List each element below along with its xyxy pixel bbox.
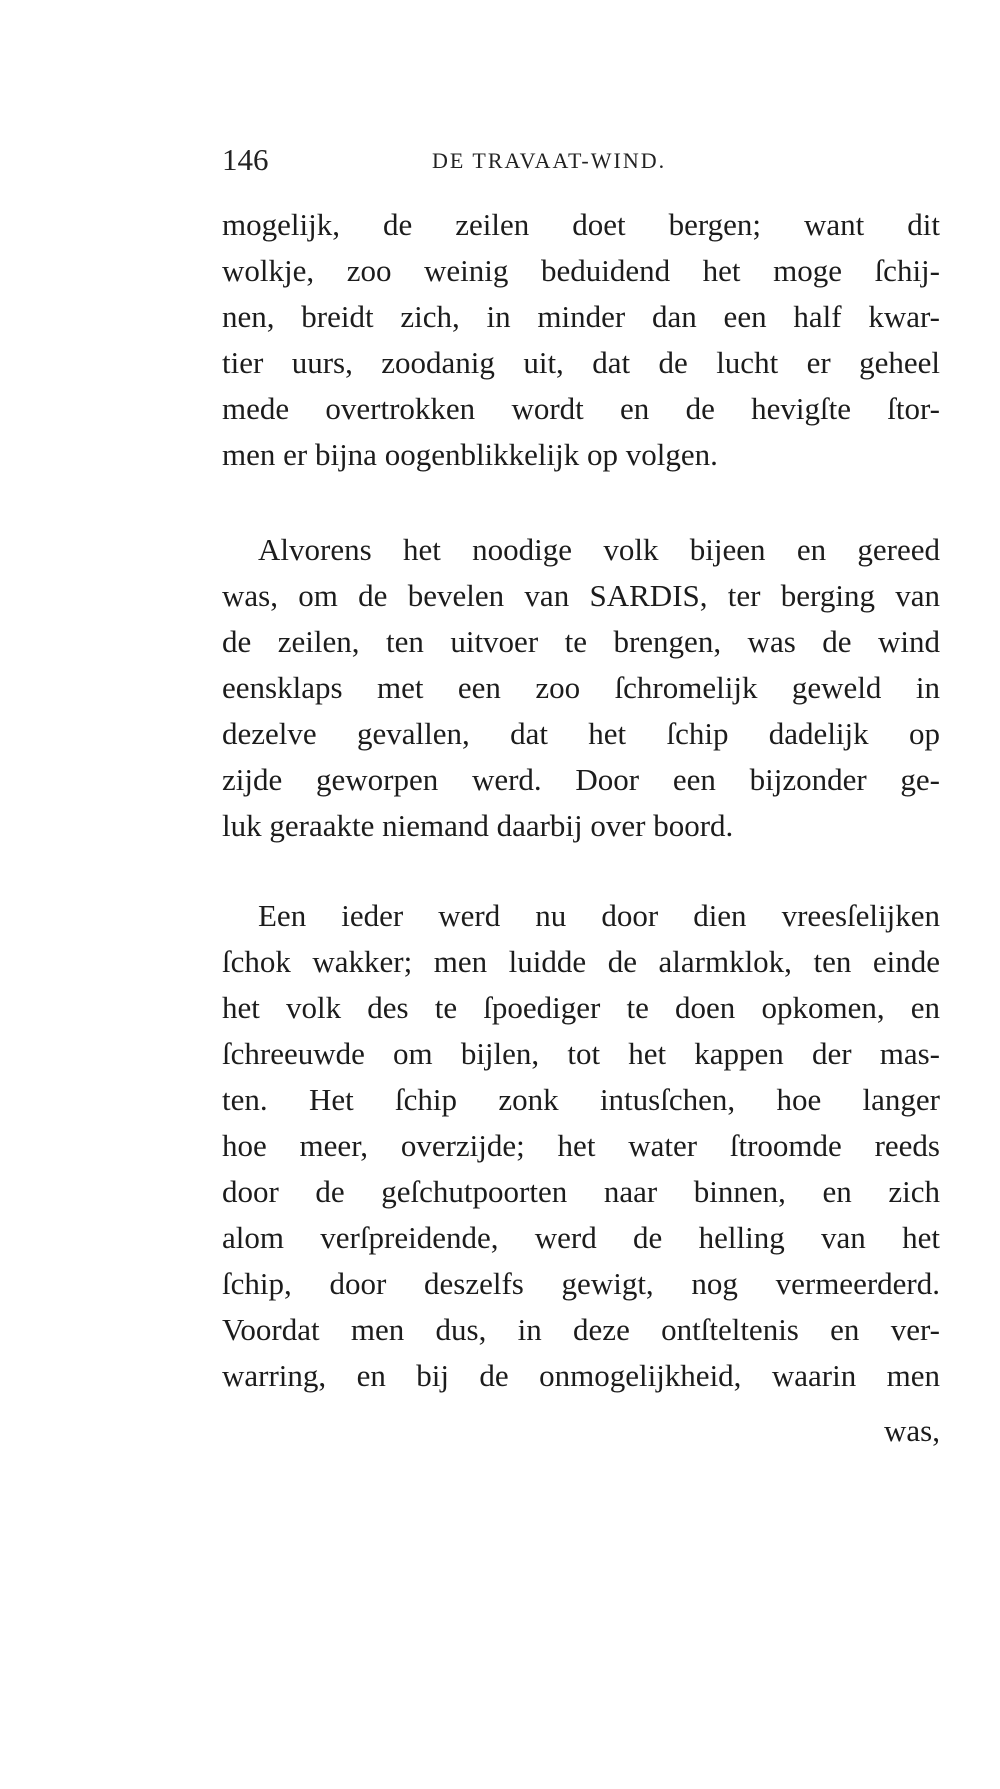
paragraph-2 [222, 527, 940, 849]
text-line: ſchok wakker; men luidde de alarmklok, ten einde [222, 944, 940, 979]
text-line: hoe meer, overzijde; het water ſtroomde reeds [222, 1128, 940, 1163]
text-line: Een ieder werd nu door dien vreesſelijken [258, 898, 940, 933]
text-line: eensklaps met een zoo ſchromelijk geweld in [222, 670, 940, 705]
text-line: tier uurs, zoodanig uit, dat de lucht er geheel [222, 345, 940, 380]
text-line: nen, breidt zich, in minder dan een half kwar- [222, 299, 940, 334]
text-line: Alvorens het noodige volk bijeen en gereed [258, 532, 940, 567]
paragraph-3 [222, 893, 940, 1399]
text-line: warring, en bij de onmogelijkheid, waarin men [222, 1358, 940, 1393]
text-line: de zeilen, ten uitvoer te brengen, was de wind [222, 624, 940, 659]
text-line: men er bijna oogenblikkelijk op volgen. [222, 437, 718, 472]
text-line: was, om de bevelen van SARDIS, ter berging van [222, 578, 940, 613]
text-line: door de geſchutpoorten naar binnen, en zich [222, 1174, 940, 1209]
text-line: alom verſpreidende, werd de helling van het [222, 1220, 940, 1255]
text-line: dezelve gevallen, dat het ſchip dadelijk op [222, 716, 940, 751]
text-line: het volk des te ſpoediger te doen opkomen, en [222, 990, 940, 1025]
text-line: wolkje, zoo weinig beduidend het moge ſchij- [222, 253, 940, 288]
catchword: was, [884, 1413, 940, 1448]
text-line: luk geraakte niemand daarbij over boord. [222, 808, 734, 843]
text-line: ten. Het ſchip zonk intusſchen, hoe langer [222, 1082, 940, 1117]
running-title: DE TRAVAAT-WIND. [432, 148, 667, 173]
text-line: mede overtrokken wordt en de hevigſte ſtor- [222, 391, 940, 426]
text-line: ſchreeuwde om bijlen, tot het kappen der mas- [222, 1036, 940, 1071]
text-line: zijde geworpen werd. Door een bijzonder ge- [222, 762, 940, 797]
text-line: ſchip, door deszelfs gewigt, nog vermeerderd. [222, 1266, 940, 1301]
text-line: Voordat men dus, in deze ontſteltenis en ver- [222, 1312, 940, 1347]
paragraph-1 [222, 202, 940, 478]
page-number: 146 [222, 142, 269, 177]
text-line: mogelijk, de zeilen doet bergen; want dit [222, 207, 940, 242]
catchword-block [222, 1408, 940, 1454]
running-head [222, 142, 942, 182]
